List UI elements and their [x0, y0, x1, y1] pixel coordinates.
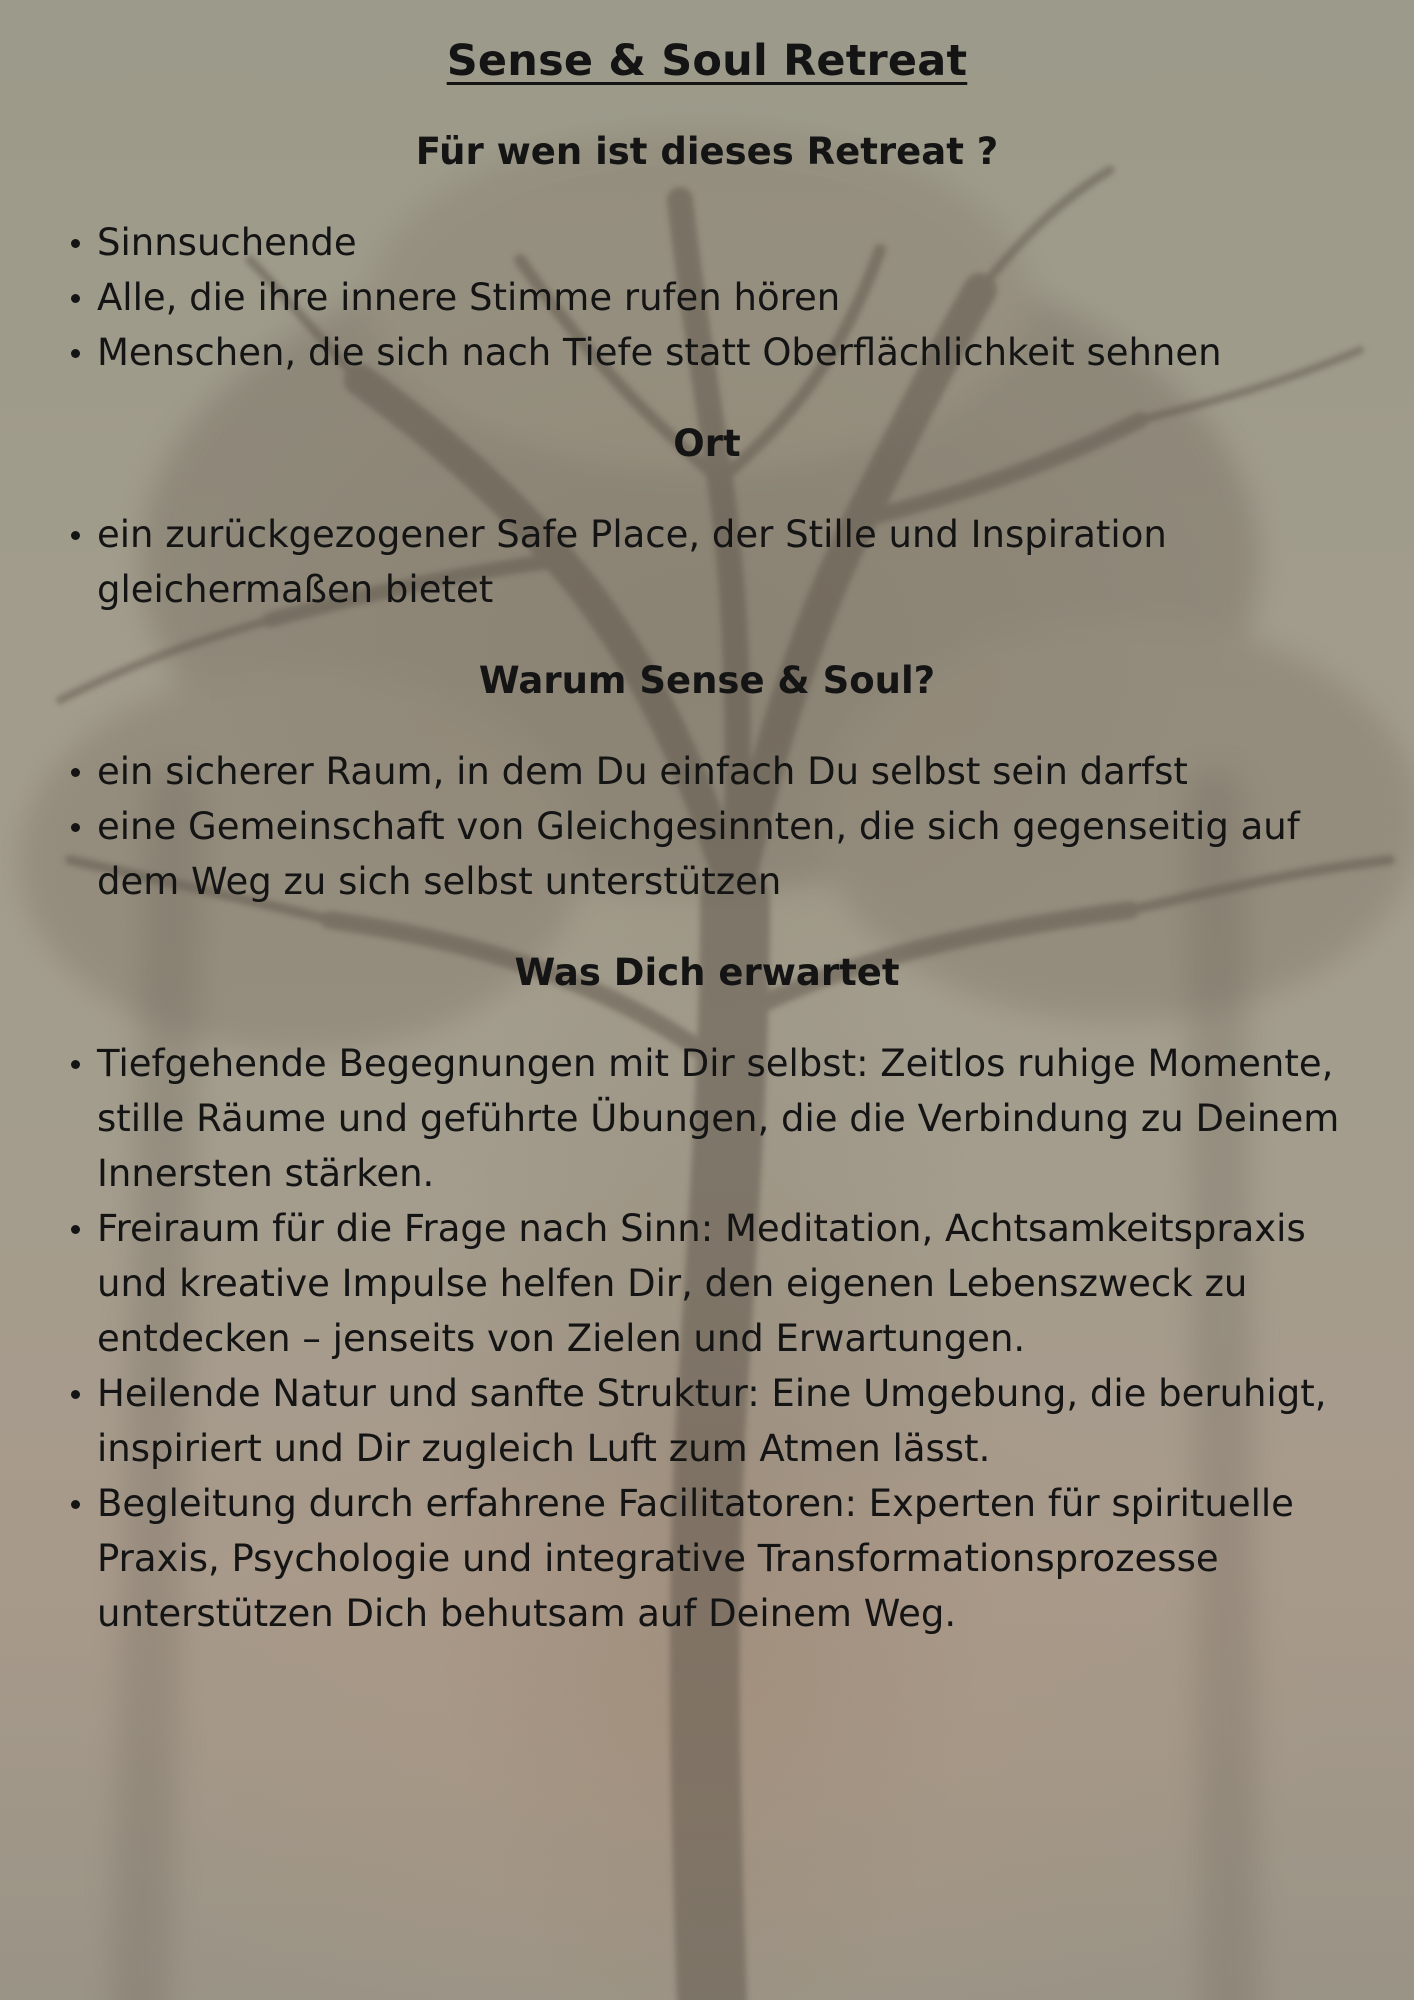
- list-item: Tiefgehende Begegnungen mit Dir selbst: Zeitlos ruhige Momente, stille Räume und geführte Übungen, die die Verbindung zu Deinem Innersten stärken.: [97, 1036, 1354, 1201]
- list-item: Freiraum für die Frage nach Sinn: Meditation, Achtsamkeitspraxis und kreative Impulse helfen Dir, den eigenen Lebenszweck zu entdecken – jenseits von Zielen und Erwartungen.: [97, 1201, 1354, 1366]
- list-item: eine Gemeinschaft von Gleichgesinnten, die sich gegenseitig auf dem Weg zu sich selbst unterstützen: [97, 799, 1354, 909]
- list-item: Sinnsuchende: [97, 215, 1354, 270]
- audience-list: [60, 215, 1354, 380]
- list-item: ein sicherer Raum, in dem Du einfach Du selbst sein darfst: [97, 744, 1354, 799]
- page-title: Sense & Soul Retreat: [446, 36, 968, 86]
- why-list: [60, 744, 1354, 909]
- section-location: [60, 422, 1354, 617]
- section-heading-expectations: Was Dich erwartet: [514, 951, 900, 994]
- list-item: Alle, die ihre innere Stimme rufen hören: [97, 270, 1354, 325]
- section-expectations: [60, 951, 1354, 1641]
- list-item: Begleitung durch erfahrene Facilitatoren: Experten für spirituelle Praxis, Psychologie und integrative Transformationsprozesse unterstützen Dich behutsam auf Deinem Weg.: [97, 1476, 1354, 1641]
- section-heading-location: Ort: [673, 422, 741, 465]
- expectations-list: [60, 1036, 1354, 1641]
- list-item: Heilende Natur und sanfte Struktur: Eine Umgebung, die beruhigt, inspiriert und Dir zugleich Luft zum Atmen lässt.: [97, 1366, 1354, 1476]
- section-why: [60, 659, 1354, 909]
- section-heading-why: Warum Sense & Soul?: [478, 659, 936, 702]
- list-item: ein zurückgezogener Safe Place, der Stille und Inspiration gleichermaßen bietet: [97, 507, 1354, 617]
- list-item: Menschen, die sich nach Tiefe statt Oberflächlichkeit sehnen: [97, 325, 1354, 380]
- section-heading-audience: Für wen ist dieses Retreat ?: [415, 130, 999, 173]
- section-target-audience: [60, 130, 1354, 380]
- location-list: [60, 507, 1354, 617]
